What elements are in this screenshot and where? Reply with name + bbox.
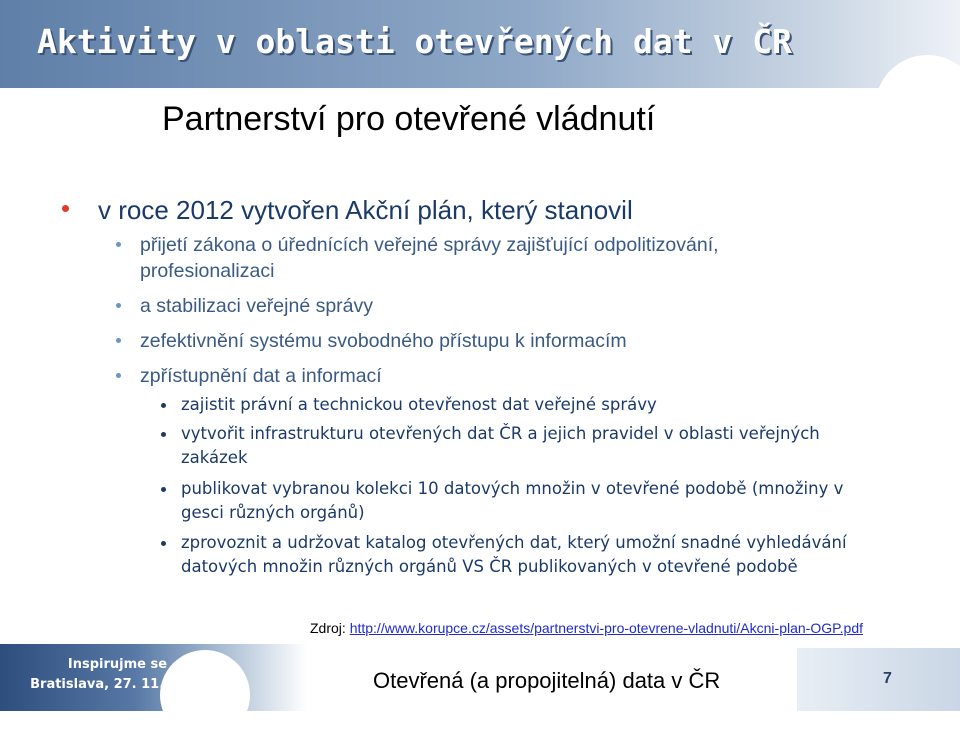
bullet-dot xyxy=(161,487,166,492)
footer-event xyxy=(30,655,205,695)
sub-sub-bullet-3: publikovat vybranou kolekci 10 datových množin v otevřené podobě (množiny v gesci různých orgánů) xyxy=(181,479,844,522)
slide-title: Aktivity v oblasti otevřených dat v ČR xyxy=(37,22,792,61)
bullet-dot xyxy=(161,541,166,546)
sub-bullet-2: a stabilizaci veřejné správy xyxy=(140,295,374,317)
sub-bullet-4: zpřístupnění dat a informací xyxy=(140,365,382,387)
source-link[interactable]: http://www.korupce.cz/assets/partnerstvi-pro-otevrene-vladnuti/Akcni-plan-OGP.pdf xyxy=(349,620,863,636)
source-label: Zdroj: xyxy=(310,620,346,636)
sub-bullet-1: přijetí zákona o úřednících veřejné správy zajišťující odpolitizování, xyxy=(140,234,719,256)
sub-sub-bullet-1: zajistit právní a technickou otevřenost dat veřejné správy xyxy=(181,395,657,414)
sub-bullet-1-continued: profesionalizaci xyxy=(140,260,275,282)
page-number: 7 xyxy=(883,670,892,687)
footer-page-box xyxy=(797,648,960,711)
footer-event-name: Inspirujme se xyxy=(67,657,168,672)
slide-subtitle: Partnerství pro otevřené vládnutí xyxy=(162,100,656,138)
sub-sub-bullet-4: zprovoznit a udržovat katalog otevřených dat, který umožní snadné vyhledávání datových množin různých orgánů VS ČR publikovaných v otevřené podobě xyxy=(181,533,847,576)
bullet-dot xyxy=(62,205,69,212)
source-line xyxy=(310,620,863,636)
bullet-dot xyxy=(116,338,121,343)
footer-event-date: Bratislava, 27. 11. 2013 xyxy=(30,677,205,692)
footer-title: Otevřená (a propojitelná) data v ČR xyxy=(373,668,721,693)
bullet-dot xyxy=(161,403,166,408)
main-bullet: v roce 2012 vytvořen Akční plán, který stanovil xyxy=(98,195,633,225)
bullet-dot xyxy=(116,303,121,308)
bullet-dot xyxy=(116,373,121,378)
bullet-dot xyxy=(116,242,121,247)
sub-sub-bullet-2: vytvořit infrastrukturu otevřených dat ČR a jejich pravidel v oblasti veřejných zakázek xyxy=(181,424,820,467)
sub-bullet-3: zefektivnění systému svobodného přístupu k informacím xyxy=(140,330,627,352)
bullet-dot xyxy=(161,432,166,437)
